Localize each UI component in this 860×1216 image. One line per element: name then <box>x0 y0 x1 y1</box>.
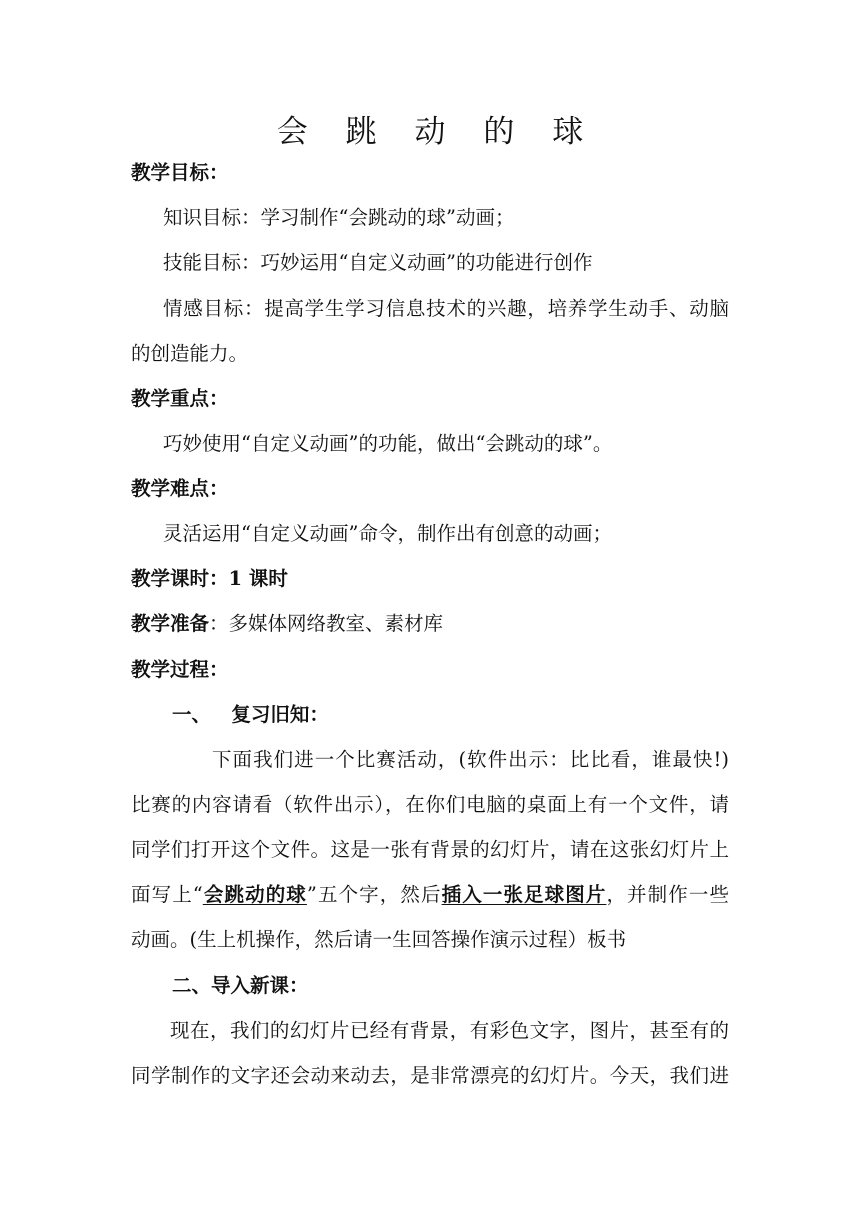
emotion-objective-line1: 情感目标：提高学生学习信息技术的兴趣，培养学生动手、动脑 <box>163 297 729 320</box>
section1-line3: 同学们打开这个文件。这是一张有背景的幻灯片，请在这张幻灯片上 <box>131 838 729 861</box>
skill-objective: 技能目标：巧妙运用“自定义动画”的功能进行创作 <box>163 251 593 274</box>
section1-line4-c: ”五个字，然后 <box>306 883 442 906</box>
objectives-heading: 教学目标： <box>131 161 229 184</box>
key-points-heading: 教学重点： <box>131 387 229 410</box>
difficulties-text: 灵活运用“自定义动画”命令，制作出有创意的动画； <box>163 522 612 545</box>
section2-line1: 现在，我们的幻灯片已经有背景，有彩色文字，图片，甚至有的 <box>170 1019 729 1042</box>
underlined-insert-image: 插入一张足球图片 <box>441 883 607 906</box>
preparation-text: ：多媒体网络教室、素材库 <box>209 612 444 635</box>
emotion-objective-line2: 的创造能力。 <box>131 342 249 365</box>
difficulties-heading: 教学难点： <box>131 477 229 500</box>
process-heading: 教学过程： <box>131 658 229 681</box>
section2-line2: 同学制作的文字还会动来动去，是非常漂亮的幻灯片。今天，我们进 <box>131 1064 729 1087</box>
section2-heading: 二、导入新课： <box>172 974 309 997</box>
section1-line5: 动画。(生上机操作，然后请一生回答操作演示过程）板书 <box>131 928 627 951</box>
section1-line4 <box>131 883 729 907</box>
underlined-ball-title: 会跳动的球 <box>202 883 307 906</box>
section1-line4-e: ，并制作一些 <box>606 883 729 906</box>
document-title: 会 跳 动 的 球 <box>276 114 598 150</box>
section1-line4-a: 面写上“ <box>131 883 203 906</box>
class-hours: 教学课时：1 课时 <box>131 567 288 590</box>
section1-line1: 下面我们进一个比赛活动，(软件出示：比比看，谁最快!) <box>212 748 729 771</box>
preparation-line <box>131 612 731 636</box>
section1-line2: 比赛的内容请看（软件出示），在你们电脑的桌面上有一个文件，请 <box>131 793 729 816</box>
key-points-text: 巧妙使用“自定义动画”的功能，做出“会跳动的球”。 <box>163 432 613 455</box>
section1-heading: 一、 复习旧知： <box>172 703 329 726</box>
preparation-label: 教学准备 <box>131 612 210 635</box>
knowledge-objective: 知识目标：学习制作“会跳动的球”动画； <box>163 206 515 229</box>
